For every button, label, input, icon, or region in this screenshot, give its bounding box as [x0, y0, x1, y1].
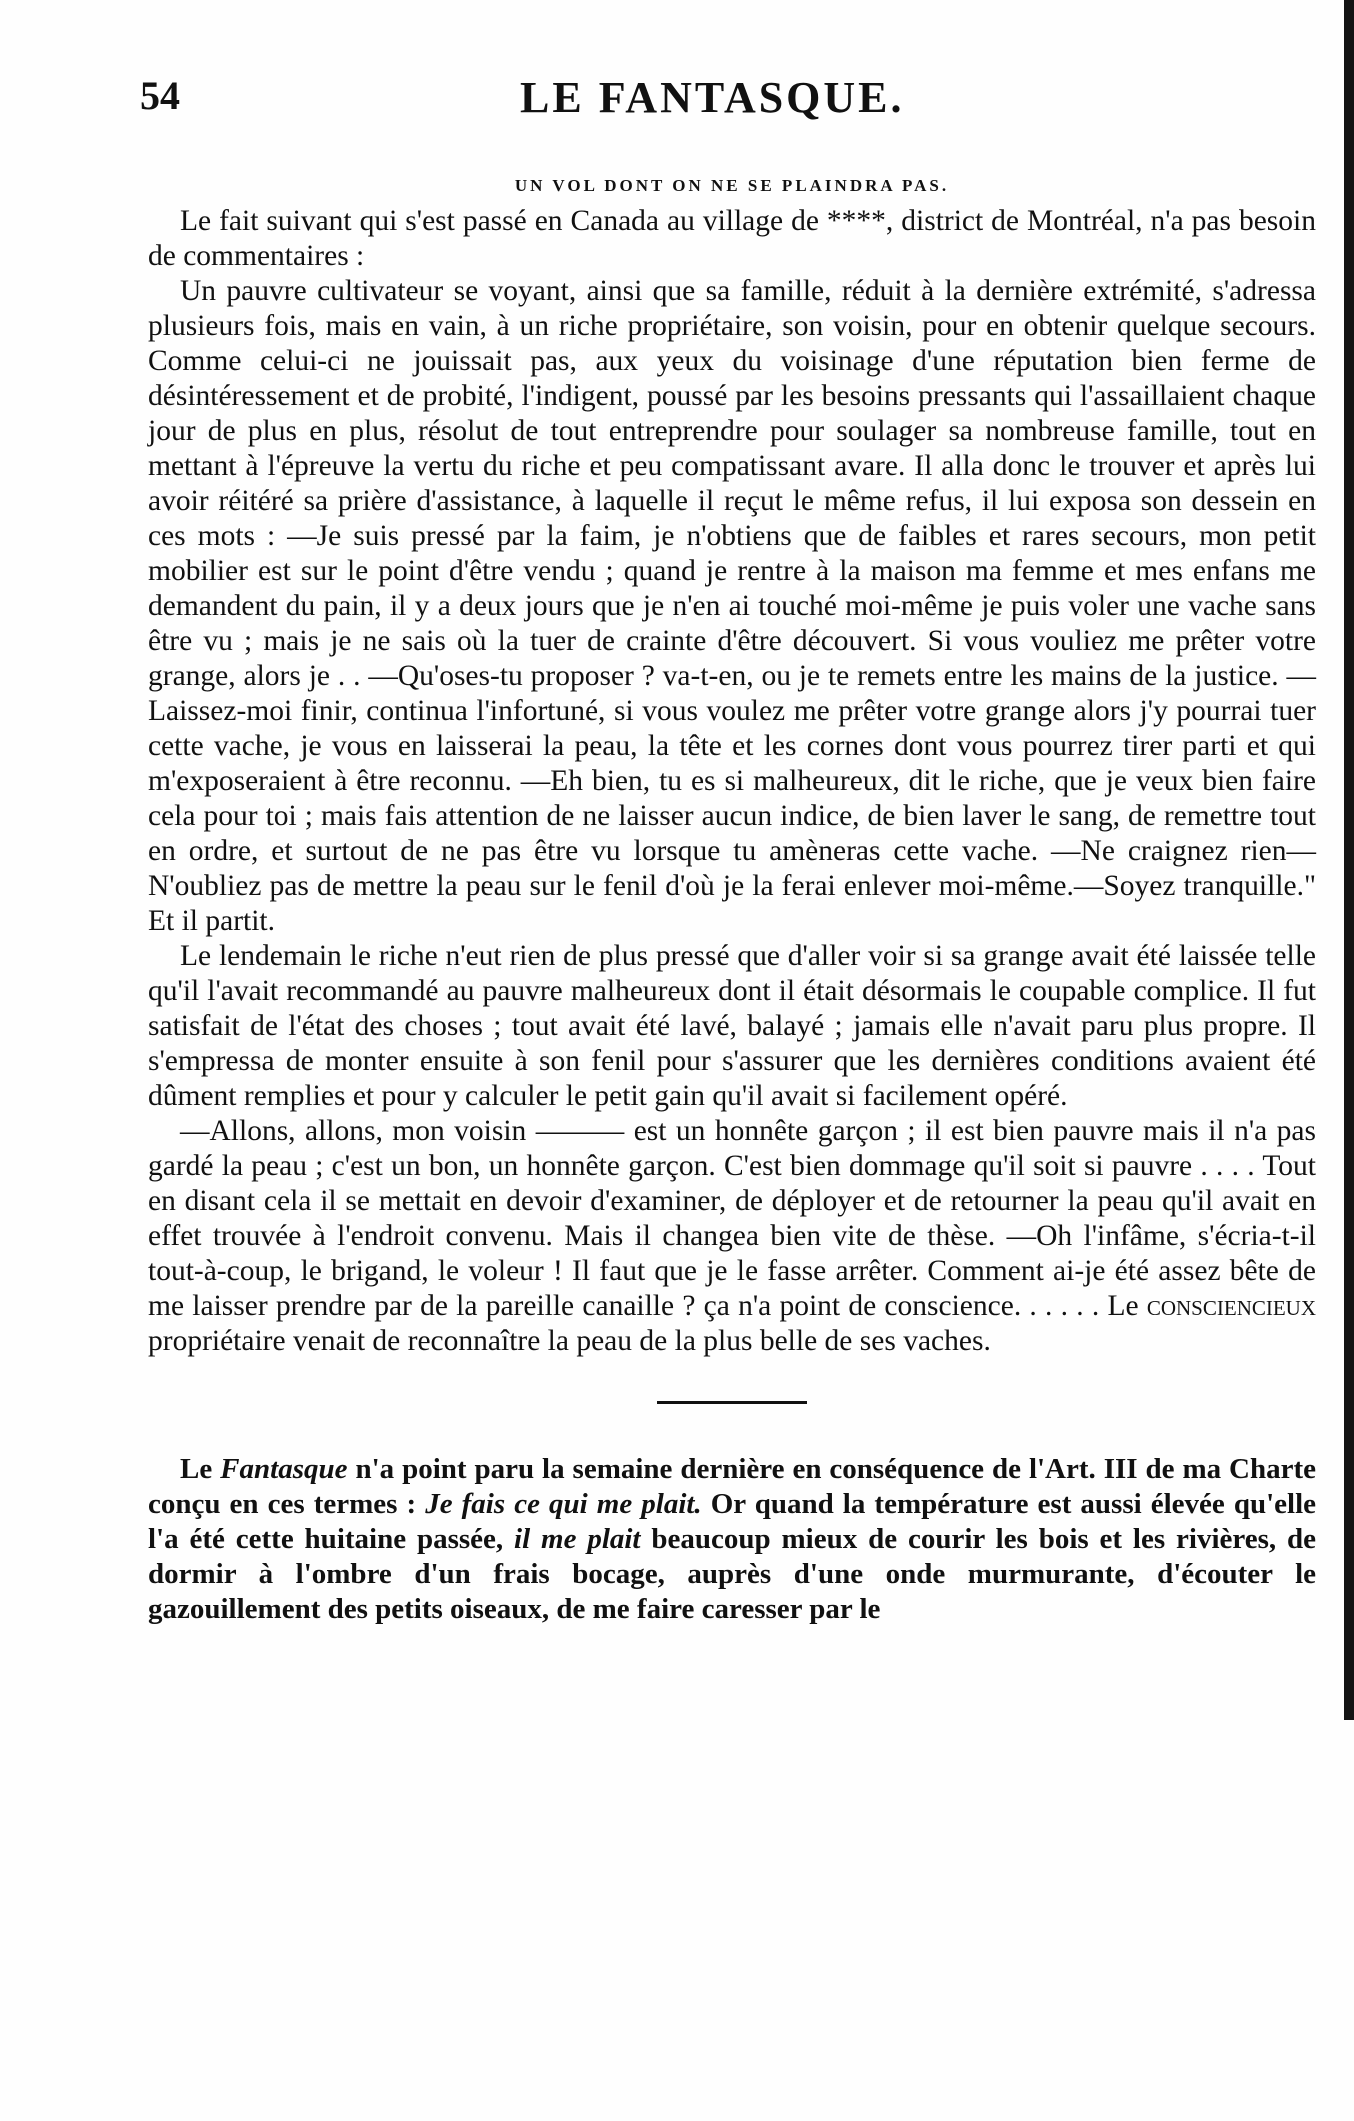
note-text-1: n'a point paru la semaine dernière en conséquence de l'Art. III de ma Charte conçu en ces termes :	[148, 1453, 1317, 1520]
article-column	[148, 172, 1316, 1627]
section-divider	[657, 1401, 807, 1404]
note-fantasque: Fantasque	[220, 1453, 348, 1485]
article-title: UN VOL DONT ON NE SE PLAINDRA PAS.	[514, 176, 950, 195]
masthead-title: LE FANTASQUE.	[520, 73, 905, 122]
article-paragraph-1: Le fait suivant qui s'est passé en Canada au village de ****, district de Montréal, n'a pas besoin de commentaires :	[148, 205, 1316, 272]
article-paragraph-3: Le lendemain le riche n'eut rien de plus pressé que d'aller voir si sa grange avait été laissée telle qu'il l'avait recommandé au pauvre malheureux dont il était désormais le coupable complice. Il fut satisfait de l'état des choses ; tout avait été lavé, balayé ; jamais elle n'avait paru plus propre. Il s'empressa de monter ensuite à son fenil pour s'assurer que les dernières conditions avaient été dûment remplies et pour y calculer le petit gain qu'il avait si facilement opéré.	[148, 940, 1316, 1112]
article-paragraph-4	[148, 1114, 1316, 1359]
note-text-3: beaucoup mieux de courir les bois et les rivières, de dormir à l'ombre d'un frais bocage, auprès d'une onde murmurante, d'écouter le gazouillement des petits oiseaux, de me faire caresser par le	[148, 1523, 1317, 1625]
article-paragraph-4-end: propriétaire venait de reconnaître la peau de la plus belle de ses vaches.	[148, 1325, 991, 1357]
note-lead: Le	[180, 1453, 213, 1485]
article-paragraph-2: Un pauvre cultivateur se voyant, ainsi que sa famille, réduit à la dernière extrémité, s'adressa plusieurs fois, mais en vain, à un riche propriétaire, son voisin, pour en obtenir quelque secours. Comme celui-ci ne jouissait pas, aux yeux du voisinage d'une réputation bien ferme de désintéressement et de probité, l'indigent, poussé par les besoins pressants qui l'assaillaient chaque jour de plus en plus, résolut de tout entreprendre pour soulager sa nombreuse famille, tout en mettant à l'épreuve la vertu du riche et peu compatissant avare. Il alla donc le trouver et après lui avoir réitéré sa prière d'assistance, à laquelle il reçut le même refus, il lui exposa son dessein en ces mots : —Je suis pressé par la faim, je n'obtiens que de faibles et rares secours, mon petit mobilier est sur le point d'être vendu ; quand je rentre à la maison ma femme et mes enfans me demandent du pain, il y a deux jours que je n'en ai touché moi-même je puis voler une vache sans être vu ; mais je ne sais où la tuer de crainte d'être découvert. Si vous vouliez me prêter votre grange, alors je . . —Qu'oses-tu proposer ? va-t-en, ou je te remets entre les mains de la justice. —Laissez-moi finir, continua l'infortuné, si vous voulez me prêter votre grange alors j'y pourrai tuer cette vache, je vous en laisserai la peau, la tête et les cornes dont vous pourrez tirer parti et qui m'exposeraient à être reconnu. —Eh bien, tu es si malheureux, dit le riche, que je veux bien faire cela pour toi ; mais fais attention de ne laisser aucun indice, de bien laver le sang, de remettre tout en ordre, et surtout de ne pas être vu lorsque tu amèneras cette vache. —Ne craignez rien—N'oubliez pas de mettre la peau sur le fenil d'où je la ferai enlever moi-même.—Soyez tranquille." Et il partit.	[148, 275, 1316, 937]
page-number: 54	[140, 73, 180, 118]
note-quote: Je fais ce qui me plait.	[425, 1488, 702, 1520]
editorial-note	[148, 1452, 1316, 1627]
smallcaps-word: consciencieux	[1146, 1290, 1317, 1322]
note-plait: il me plait	[514, 1523, 641, 1555]
article-paragraph-4-text: —Allons, allons, mon voisin ——— est un honnête garçon ; il est bien pauvre mais il n'a pas gardé la peau ; c'est un bon, un honnête garçon. C'est bien dommage qu'il soit si pauvre . . . . Tout en disant cela il se mettait en devoir d'examiner, de déployer et de retourner la peau qu'il avait en effet trouvée à l'endroit convenu. Mais il changea bien vite de thèse. —Oh l'infâme, s'écria-t-il tout-à-coup, le brigand, le voleur ! Il faut que je le fasse arrêter. Comment ai-je été assez bête de me laisser prendre par de la pareille canaille ? ça n'a point de conscience. . . . . . Le	[148, 1115, 1316, 1322]
note-text-2: Or quand la température est aussi élevée qu'elle l'a été cette huitaine passée,	[148, 1488, 1317, 1555]
page-header	[140, 72, 1305, 132]
page-edge-shadow	[1344, 0, 1354, 1720]
